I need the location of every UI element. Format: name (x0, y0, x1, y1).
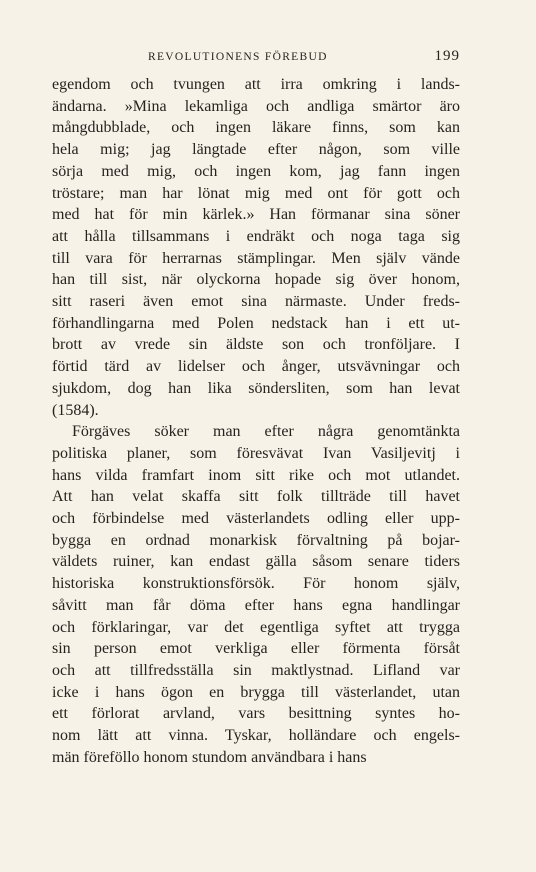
text-line: såvitt man får döma efter hans egna handlingar (52, 596, 460, 614)
text-line: till vara för herrarnas stämplingar. Men själv vände (52, 249, 460, 267)
text-line: och förklaringar, var det egentliga syftet att trygga (52, 618, 460, 636)
text-line: mångdubblade, och ingen läkare finns, som kan (52, 119, 460, 137)
text-line: han till sist, när olyckorna hopade sig över honom, (52, 271, 460, 289)
text-line: förhandlingarna med Polen nedstack han i ett ut- (52, 314, 460, 332)
text-line: historiska konstruktionsförsök. För honom själv, (52, 575, 460, 593)
text-line: sin person emot verkliga eller förmenta försåt (52, 640, 460, 658)
paragraph (52, 421, 460, 768)
text-line: hans vilda framfart inom sitt rike och mot utlandet. (52, 466, 460, 484)
body-text (52, 74, 460, 769)
text-line: ändarna. »Mina lekamliga och andliga smärtor äro (52, 97, 460, 115)
text-line: med hat för min kärlek.» Han förmanar sina söner (52, 206, 460, 224)
text-line: hela mig; jag längtade efter någon, som ville (52, 141, 460, 159)
text-line: och förbindelse med västerlandets odling eller upp- (52, 510, 460, 528)
running-title: REVOLUTIONENS FÖREBUD (148, 51, 328, 63)
text-line: bygga en ordnad monarkisk förvaltning på bojar- (52, 531, 460, 549)
text-line: förtid tärd av lidelser och ånger, utsvävningar och (52, 358, 460, 376)
text-line: sörja med mig, och ingen kom, jag fann ingen (52, 162, 460, 180)
text-line: Förgäves söker man efter några genomtänkta (72, 423, 460, 441)
paragraph (52, 74, 460, 421)
text-line: sitt raseri även emot sina närmaste. Under freds- (52, 293, 460, 311)
page-header (52, 48, 460, 70)
text-line: egendom och tvungen att irra omkring i lands- (52, 76, 460, 93)
text-line: icke i hans ögon en brygga till västerlandet, utan (52, 683, 460, 701)
page-number: 199 (434, 48, 460, 64)
text-line: Att han velat skaffa sitt folk tillträde till havet (52, 488, 460, 506)
text-line: sjukdom, dog han lika söndersliten, som han levat (52, 379, 460, 397)
text-line: nom lätt att vinna. Tyskar, holländare och engels- (52, 727, 460, 745)
text-line: män föreföllo honom stundom användbara i hans (52, 748, 367, 766)
text-line: väldets ruiner, kan endast gälla såsom senare tiders (52, 553, 460, 571)
text-line: tröstare; man har lönat mig med ont för gott och (52, 184, 460, 202)
text-line: (1584). (52, 401, 99, 419)
text-line: brott av vrede sin äldste son och tronföljare. I (52, 336, 460, 354)
text-line: att hålla tillsammans i endräkt och noga taga sig (52, 227, 460, 245)
text-line: ett förlorat arvland, vars besittning syntes ho- (52, 705, 460, 723)
text-line: och att tillfredsställa sin maktlystnad. Lifland var (52, 661, 460, 679)
text-line: politiska planer, som föresvävat Ivan Vasiljevitj i (52, 444, 460, 462)
